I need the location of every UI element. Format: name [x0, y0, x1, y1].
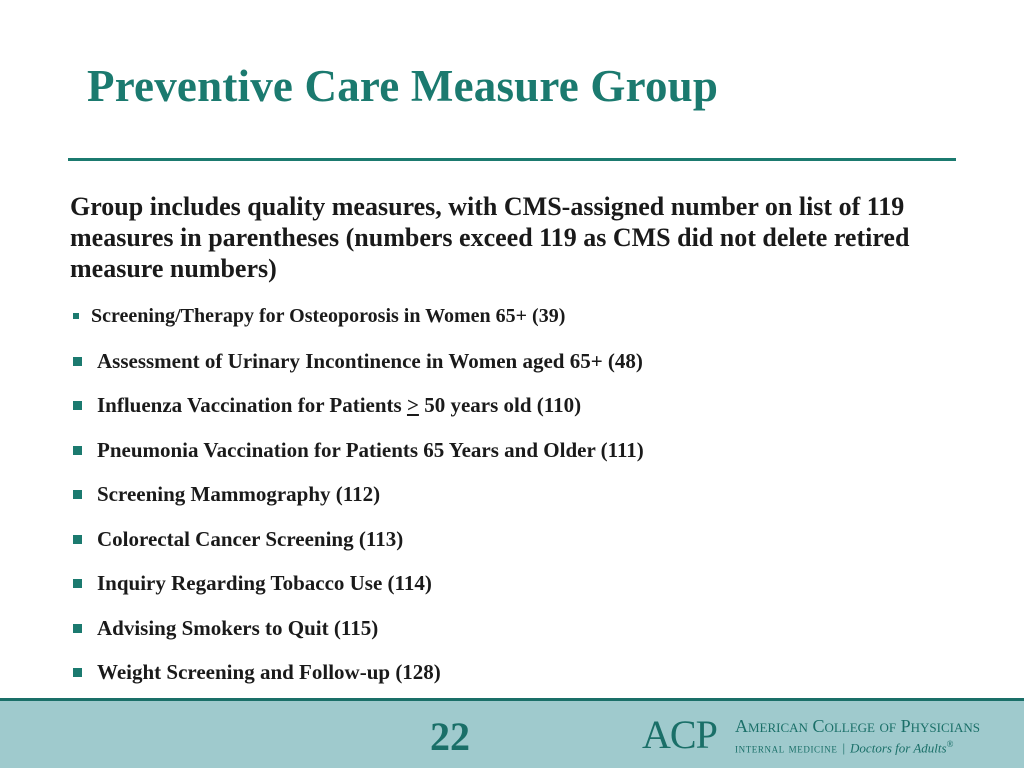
measure-label: Colorectal Cancer Screening (113): [97, 526, 404, 551]
logo-separator: |: [842, 740, 846, 756]
intro-text: Group includes quality measures, with CMS-assigned number on list of 119 measures in parentheses (numbers exceed 119 as CMS did not delete retired measure numbers): [70, 192, 910, 283]
list-item: [70, 523, 950, 568]
measure-label-before: Influenza Vaccination for Patients: [97, 393, 407, 417]
logo-abbreviation: ACP: [642, 712, 717, 757]
logo-tagline: [735, 736, 953, 756]
measure-label: Screening/Therapy for Osteoporosis in Women 65+ (39): [91, 305, 566, 327]
list-item: [70, 567, 950, 612]
measure-list: [70, 300, 950, 701]
measure-label: Assessment of Urinary Incontinence in Women aged 65+ (48): [97, 348, 643, 373]
footer-bar: [0, 698, 1024, 768]
square-bullet-icon: [73, 579, 82, 588]
square-bullet-icon: [73, 446, 82, 455]
measure-label: Advising Smokers to Quit (115): [97, 615, 379, 640]
square-bullet-icon: [73, 668, 82, 677]
slide-title: Preventive Care Measure Group: [87, 61, 719, 111]
logo-slogan: Doctors for Adults: [850, 740, 947, 756]
list-item: [70, 478, 950, 523]
logo-org-name: American College of Physicians: [735, 716, 980, 736]
registered-mark: ®: [946, 739, 954, 749]
measure-label-after: 50 years old (110): [418, 393, 582, 417]
square-bullet-icon: [73, 401, 82, 410]
square-bullet-icon: [73, 490, 82, 499]
list-item: [70, 300, 950, 345]
logo-subtitle: internal medicine: [735, 740, 838, 756]
list-item: [70, 656, 950, 701]
measure-label: Pneumonia Vaccination for Patients 65 Years and Older (111): [97, 437, 644, 462]
title-divider: [68, 158, 956, 161]
page-number: 22: [430, 714, 470, 759]
square-bullet-icon: [73, 535, 82, 544]
square-bullet-icon: [73, 357, 82, 366]
list-item: [70, 345, 950, 390]
list-item: [70, 389, 950, 434]
square-bullet-icon: [73, 313, 79, 319]
greater-or-equal-symbol: >: [406, 393, 419, 417]
list-item: [70, 434, 950, 479]
list-item: [70, 612, 950, 657]
measure-label: Inquiry Regarding Tobacco Use (114): [97, 571, 432, 595]
square-bullet-icon: [73, 624, 82, 633]
measure-label: [97, 393, 581, 417]
measure-label: Weight Screening and Follow-up (128): [97, 660, 441, 684]
measure-label: Screening Mammography (112): [97, 482, 381, 506]
